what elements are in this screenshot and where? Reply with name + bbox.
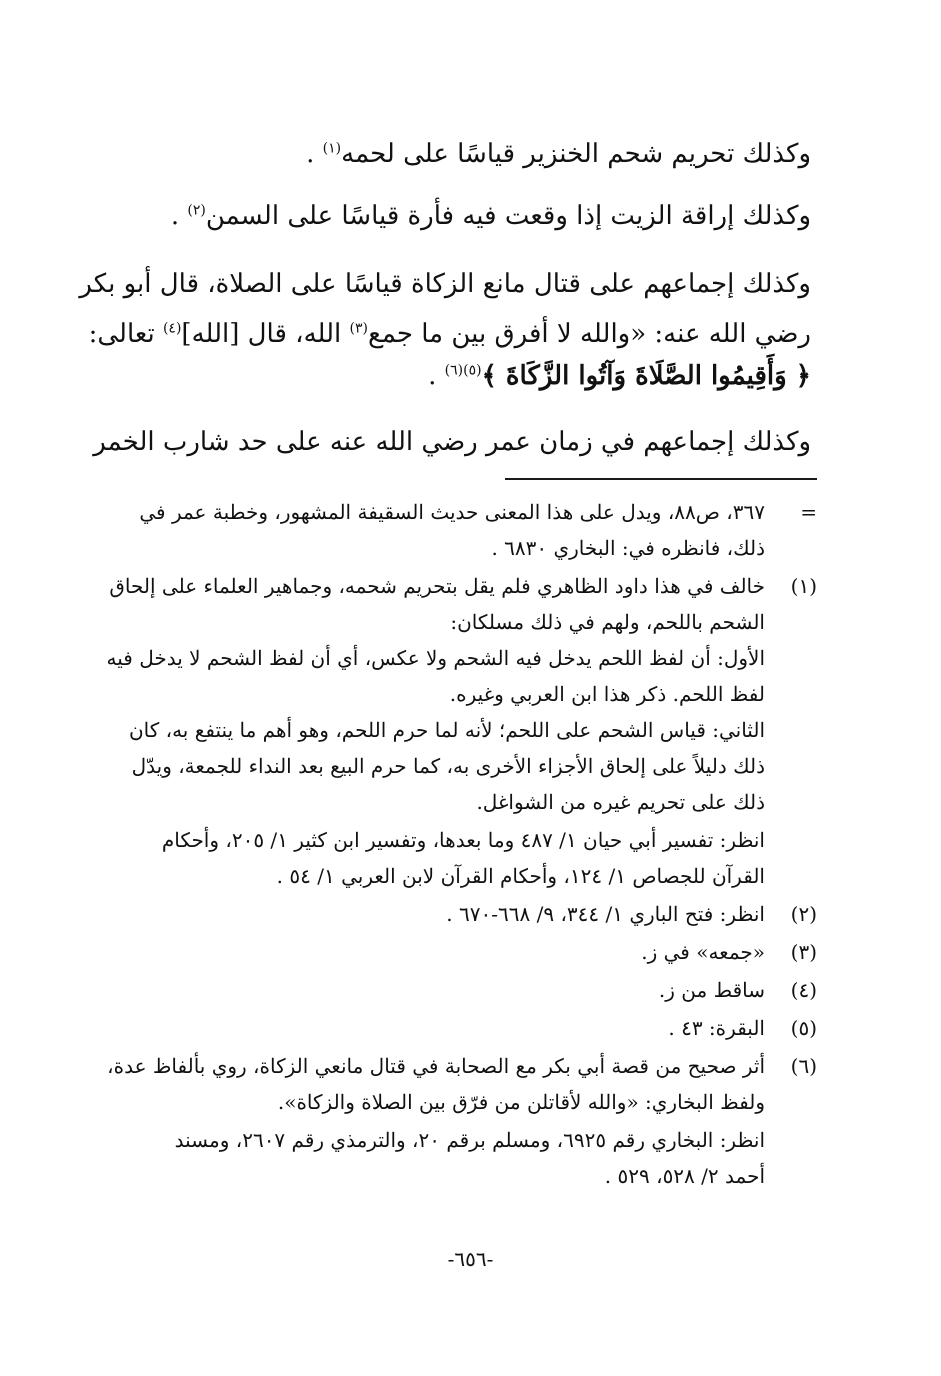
footnote-reference: (١) <box>322 140 342 157</box>
footnote-reference: (٢) <box>187 202 206 219</box>
footnote-reference: (٤) <box>162 320 182 337</box>
main-text-run: تعالى: <box>88 319 163 349</box>
page-number: -٦٥٦- <box>447 1247 494 1271</box>
footnote-number: (٤) <box>790 978 817 1002</box>
footnote-line: الأول: أن لفظ اللحم يدخل فيه الشحم ولا عكس، أي أن لفظ الشحم لا يدخل فيه <box>106 646 765 670</box>
footnote-number: (٢) <box>790 902 817 926</box>
footnote-line: «جمعه» في ز. <box>641 940 765 964</box>
footnote-continuation-mark: = <box>800 500 817 524</box>
footnote-line: ٣٦٧، ص٨٨، ويدل على هذا المعنى حديث السقيفة المشهور، وخطبة عمر في <box>139 500 765 524</box>
quran-verse: ﴿ وَأَقِيمُوا الصَّلَاةَ وَآتُوا الزَّكَاةَ ﴾ <box>481 361 811 391</box>
footnote-line: ذلك، فانظره في: البخاري ٦٨٣٠ . <box>491 536 765 560</box>
main-text-run: الله، قال [الله] <box>181 319 350 349</box>
footnote-line: ولفظ البخاري: «والله لأقاتلن من فرّق بين الصلاة والزكاة». <box>277 1090 765 1114</box>
footnote-line: انظر: فتح الباري ١/ ٣٤٤، ٩/ ٦٦٨-٦٧٠ . <box>446 902 765 926</box>
main-paragraph-line <box>428 354 811 398</box>
footnote-number: (٥) <box>790 1016 817 1040</box>
main-paragraph-line <box>306 132 811 176</box>
main-paragraph-line: وكذلك إجماعهم في زمان عمر رضي الله عنه على حد شارب الخمر <box>93 427 811 457</box>
footnote-number: (١) <box>790 574 817 598</box>
footnote-line: ذلك دليلاً على إلحاق الأجزاء الأخرى به، كما حرم البيع بعد النداء للجمعة، ويدّل <box>131 754 765 778</box>
footnote-line: ساقط من ز. <box>658 978 765 1002</box>
main-text-run: وكذلك إراقة الزيت إذا وقعت فيه فأرة قياسًا على السمن <box>205 201 811 231</box>
main-text-run: . <box>306 139 323 169</box>
footnote-line: لفظ اللحم. ذكر هذا ابن العربي وغيره. <box>449 682 765 706</box>
footnote-line: انظر: البخاري رقم ٦٩٢٥، ومسلم برقم ٢٠، والترمذي رقم ٢٦٠٧، ومسند <box>174 1128 765 1152</box>
footnote-line: ذلك على تحريم غيره من الشواغل. <box>476 790 765 814</box>
main-paragraph-line <box>88 312 811 356</box>
footnote-line: انظر: تفسير أبي حيان ١/ ٤٨٧ وما بعدها، وتفسير ابن كثير ١/ ٢٠٥، وأحكام <box>161 828 765 852</box>
footnote-line: البقرة: ٤٣ . <box>668 1016 765 1040</box>
footnote-line: الشحم باللحم، ولهم في ذلك مسلكان: <box>450 610 765 634</box>
footnote-reference: (٥)(٦) <box>444 362 482 379</box>
footnote-line: القرآن للجصاص ١/ ١٢٤، وأحكام القرآن لابن العربي ١/ ٥٤ . <box>276 864 765 888</box>
footnote-number: (٦) <box>790 1054 817 1078</box>
footnote-reference: (٣) <box>349 320 368 337</box>
main-text-run: وكذلك تحريم شحم الخنزير قياسًا على لحمه <box>341 139 811 169</box>
main-paragraph-line <box>171 194 811 238</box>
main-paragraph-line: وكذلك إجماعهم على قتال مانع الزكاة قياسًا على الصلاة، قال أبو بكر <box>79 269 811 299</box>
footnote-separator <box>505 478 817 480</box>
footnote-line: أحمد ٢/ ٥٢٨، ٥٢٩ . <box>604 1164 765 1188</box>
footnote-line: خالف في هذا داود الظاهري فلم يقل بتحريم شحمه، وجماهير العلماء على إلحاق <box>109 574 765 598</box>
main-text-run: . <box>428 361 445 391</box>
footnote-line: الثاني: قياس الشحم على اللحم؛ لأنه لما حرم اللحم، وهو أهم ما ينتفع به، كان <box>128 718 765 742</box>
main-text-run: رضي الله عنه: «والله لا أفرق بين ما جمع <box>368 319 811 349</box>
footnote-number: (٣) <box>790 940 817 964</box>
main-text-run: . <box>170 201 188 231</box>
footnote-line: أثر صحيح من قصة أبي بكر مع الصحابة في قتال مانعي الزكاة، روي بألفاظ عدة، <box>107 1054 765 1078</box>
